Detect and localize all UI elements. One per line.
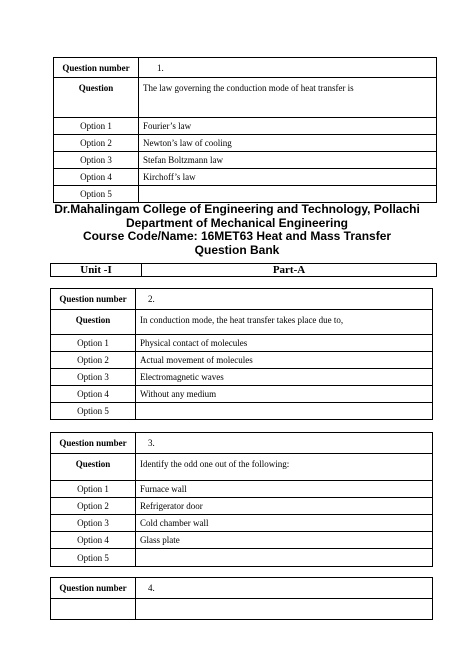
question-number-label: Question number	[51, 289, 136, 310]
option-row	[54, 135, 437, 152]
option-text: Physical contact of molecules	[136, 335, 433, 352]
option-label: Option 1	[51, 335, 136, 352]
question-number-row	[51, 578, 433, 599]
option-text: Furnace wall	[136, 481, 433, 498]
question-text-cell	[136, 599, 433, 620]
unit-label: Unit -I	[51, 264, 142, 277]
option-text	[139, 186, 437, 203]
option-label: Option 5	[54, 186, 139, 203]
option-text: Kirchoff’s law	[139, 169, 437, 186]
question-number-value: 1.	[139, 58, 437, 78]
option-label: Option 5	[51, 549, 136, 567]
option-row	[51, 515, 433, 532]
question-number-value: 4.	[136, 578, 433, 599]
question-number-value: 2.	[136, 289, 433, 310]
question-number-label: Question number	[51, 433, 136, 454]
question-number-label: Question number	[51, 578, 136, 599]
question-table-4	[50, 577, 433, 620]
option-label: Option 1	[54, 118, 139, 135]
part-label: Part-A	[142, 264, 437, 277]
question-number-label: Question number	[54, 58, 139, 78]
option-label: Option 1	[51, 481, 136, 498]
option-row	[51, 386, 433, 403]
question-text: In conduction mode, the heat transfer takes place due to,	[136, 310, 433, 335]
option-text: Electromagnetic waves	[136, 369, 433, 386]
option-row	[51, 481, 433, 498]
option-label: Option 2	[51, 352, 136, 369]
question-label: Question	[51, 310, 136, 335]
question-label: Question	[51, 454, 136, 481]
unit-part-table	[50, 263, 437, 277]
option-text: Without any medium	[136, 386, 433, 403]
option-row	[51, 403, 433, 420]
option-text: Cold chamber wall	[136, 515, 433, 532]
option-label: Option 4	[51, 386, 136, 403]
question-number-row	[51, 433, 433, 454]
department-name: Department of Mechanical Engineering	[125, 215, 349, 230]
question-table-2	[50, 288, 433, 420]
option-text: Refrigerator door	[136, 498, 433, 515]
question-number-row	[54, 58, 437, 78]
option-row	[51, 498, 433, 515]
option-text	[136, 549, 433, 567]
question-label: Question	[54, 78, 139, 118]
option-row	[54, 169, 437, 186]
document-header	[0, 203, 474, 257]
option-row	[51, 532, 433, 549]
option-row	[51, 549, 433, 567]
question-number-value: 3.	[136, 433, 433, 454]
question-row	[51, 454, 433, 481]
question-table-1	[53, 57, 437, 203]
question-number-row	[51, 289, 433, 310]
question-label-cell	[51, 599, 136, 620]
option-label: Option 2	[54, 135, 139, 152]
option-label: Option 3	[51, 515, 136, 532]
option-text: Glass plate	[136, 532, 433, 549]
option-label: Option 5	[51, 403, 136, 420]
question-bank-title: Question Bank	[194, 242, 280, 257]
option-row	[54, 152, 437, 169]
college-name: Dr.Mahalingam College of Engineering and Technology, Pollachi	[54, 202, 420, 216]
option-label: Option 4	[54, 169, 139, 186]
option-label: Option 4	[51, 532, 136, 549]
option-text: Newton’s law of cooling	[139, 135, 437, 152]
option-row	[51, 335, 433, 352]
question-text: Identify the odd one out of the following:	[136, 454, 433, 481]
course-code-name: Course Code/Name: 16MET63 Heat and Mass Transfer	[82, 229, 392, 243]
option-text: Actual movement of molecules	[136, 352, 433, 369]
option-label: Option 2	[51, 498, 136, 515]
option-label: Option 3	[51, 369, 136, 386]
option-row	[54, 186, 437, 203]
question-table-3	[50, 432, 433, 567]
option-text	[136, 403, 433, 420]
option-text: Fourier’s law	[139, 118, 437, 135]
question-row	[54, 78, 437, 118]
option-label: Option 3	[54, 152, 139, 169]
option-row	[51, 369, 433, 386]
option-text: Stefan Boltzmann law	[139, 152, 437, 169]
option-row	[54, 118, 437, 135]
question-row	[51, 310, 433, 335]
question-text: The law governing the conduction mode of heat transfer is	[139, 78, 437, 118]
question-row	[51, 599, 433, 620]
option-row	[51, 352, 433, 369]
